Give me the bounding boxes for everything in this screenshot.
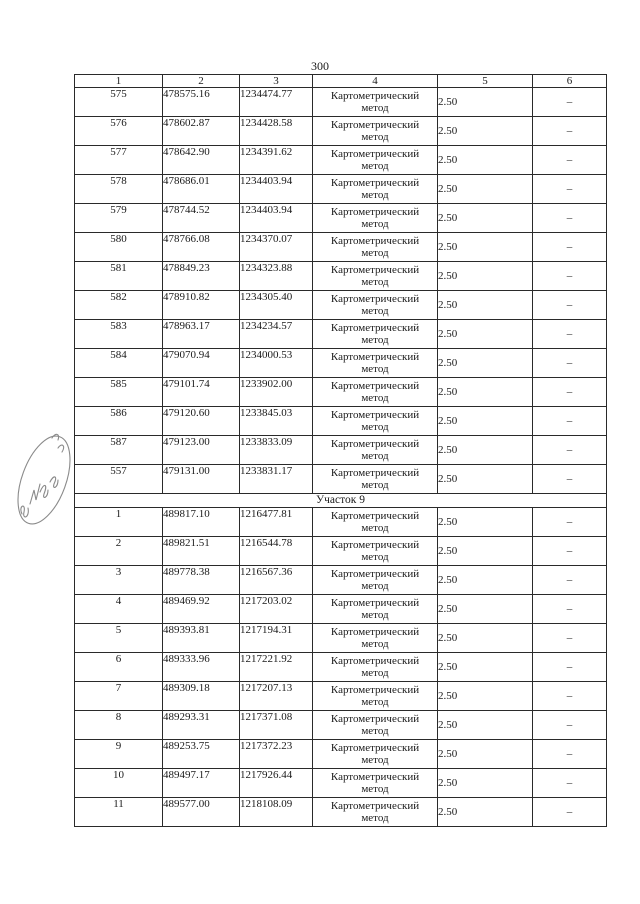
method-cell: [313, 740, 438, 769]
table-row: [75, 204, 607, 233]
method-line: Картометрический: [330, 655, 420, 667]
point-number: 4: [75, 595, 163, 624]
method-cell: [313, 624, 438, 653]
coordinate-y: 1234323.88: [240, 262, 313, 291]
coordinate-y: 1233845.03: [240, 407, 313, 436]
method-cell: [313, 566, 438, 595]
coordinate-x: 489497.17: [163, 769, 240, 798]
method-line: Картометрический: [330, 235, 420, 247]
coordinate-x: 478849.23: [163, 262, 240, 291]
section-title: Участок 9: [75, 494, 607, 508]
coordinate-y: 1218108.09: [240, 798, 313, 827]
coordinate-y: 1234370.07: [240, 233, 313, 262]
table-row: [75, 175, 607, 204]
method-line: Картометрический: [330, 568, 420, 580]
method-line: метод: [361, 131, 389, 143]
note-value: –: [533, 624, 607, 653]
point-number: 583: [75, 320, 163, 349]
coordinate-x: 478575.16: [163, 88, 240, 117]
method-line: метод: [361, 580, 389, 592]
table-row: [75, 262, 607, 291]
method-cell: [313, 682, 438, 711]
table-row: [75, 233, 607, 262]
point-number: 578: [75, 175, 163, 204]
method-line: Картометрический: [330, 119, 420, 131]
column-header: 1: [75, 75, 163, 88]
coordinate-y: 1234000.53: [240, 349, 313, 378]
coordinate-x: 479123.00: [163, 436, 240, 465]
table-row: [75, 595, 607, 624]
table-row: [75, 798, 607, 827]
coordinate-x: 489293.31: [163, 711, 240, 740]
note-value: –: [533, 407, 607, 436]
accuracy-value: 2.50: [438, 117, 533, 146]
method-line: Картометрический: [330, 380, 420, 392]
method-line: метод: [361, 276, 389, 288]
accuracy-value: 2.50: [438, 88, 533, 117]
table-row: [75, 320, 607, 349]
note-value: –: [533, 711, 607, 740]
coordinate-x: 489817.10: [163, 508, 240, 537]
coordinate-y: 1217372.23: [240, 740, 313, 769]
table-row: [75, 349, 607, 378]
table-row: [75, 769, 607, 798]
coordinate-x: 489469.92: [163, 595, 240, 624]
column-header: 2: [163, 75, 240, 88]
method-line: Картометрический: [330, 264, 420, 276]
point-number: 1: [75, 508, 163, 537]
point-number: 2: [75, 537, 163, 566]
column-header: 5: [438, 75, 533, 88]
note-value: –: [533, 798, 607, 827]
method-line: Картометрический: [330, 597, 420, 609]
method-cell: [313, 204, 438, 233]
method-cell: [313, 798, 438, 827]
accuracy-value: 2.50: [438, 146, 533, 175]
method-line: метод: [361, 160, 389, 172]
point-number: 580: [75, 233, 163, 262]
accuracy-value: 2.50: [438, 175, 533, 204]
coordinate-y: 1217371.08: [240, 711, 313, 740]
method-line: Картометрический: [330, 90, 420, 102]
point-number: 8: [75, 711, 163, 740]
coordinate-x: 478642.90: [163, 146, 240, 175]
method-line: метод: [361, 667, 389, 679]
note-value: –: [533, 436, 607, 465]
coordinate-y: 1234403.94: [240, 175, 313, 204]
method-line: метод: [361, 522, 389, 534]
coordinate-y: 1216544.78: [240, 537, 313, 566]
accuracy-value: 2.50: [438, 233, 533, 262]
table-row: [75, 407, 607, 436]
method-line: Картометрический: [330, 438, 420, 450]
table-row: [75, 624, 607, 653]
accuracy-value: 2.50: [438, 436, 533, 465]
method-line: Картометрический: [330, 800, 420, 812]
method-line: Картометрический: [330, 626, 420, 638]
note-value: –: [533, 262, 607, 291]
method-line: метод: [361, 450, 389, 462]
method-line: Картометрический: [330, 148, 420, 160]
accuracy-value: 2.50: [438, 262, 533, 291]
method-cell: [313, 262, 438, 291]
note-value: –: [533, 740, 607, 769]
coordinate-x: 489393.81: [163, 624, 240, 653]
coordinate-y: 1216567.36: [240, 566, 313, 595]
note-value: –: [533, 204, 607, 233]
table-row: [75, 465, 607, 494]
coordinate-x: 478602.87: [163, 117, 240, 146]
method-line: метод: [361, 638, 389, 650]
method-line: Картометрический: [330, 467, 420, 479]
method-line: метод: [361, 218, 389, 230]
method-line: Картометрический: [330, 206, 420, 218]
note-value: –: [533, 117, 607, 146]
coordinates-table: [74, 74, 607, 827]
method-cell: [313, 436, 438, 465]
coordinate-x: 479101.74: [163, 378, 240, 407]
method-cell: [313, 537, 438, 566]
coordinate-y: 1217926.44: [240, 769, 313, 798]
table-row: [75, 146, 607, 175]
method-line: метод: [361, 725, 389, 737]
note-value: –: [533, 682, 607, 711]
point-number: 584: [75, 349, 163, 378]
method-line: Картометрический: [330, 684, 420, 696]
method-cell: [313, 769, 438, 798]
method-line: метод: [361, 102, 389, 114]
accuracy-value: 2.50: [438, 682, 533, 711]
note-value: –: [533, 291, 607, 320]
coordinate-x: 478744.52: [163, 204, 240, 233]
page-number: 300: [311, 59, 329, 73]
coordinate-x: 479131.00: [163, 465, 240, 494]
coordinate-y: 1234234.57: [240, 320, 313, 349]
method-line: метод: [361, 247, 389, 259]
table-row: [75, 88, 607, 117]
table-row: [75, 117, 607, 146]
table-row: [75, 653, 607, 682]
accuracy-value: 2.50: [438, 711, 533, 740]
coordinate-y: 1233831.17: [240, 465, 313, 494]
note-value: –: [533, 508, 607, 537]
coordinate-x: 489333.96: [163, 653, 240, 682]
accuracy-value: 2.50: [438, 653, 533, 682]
method-line: метод: [361, 305, 389, 317]
coordinate-y: 1216477.81: [240, 508, 313, 537]
method-cell: [313, 349, 438, 378]
note-value: –: [533, 88, 607, 117]
table-row: [75, 711, 607, 740]
accuracy-value: 2.50: [438, 378, 533, 407]
coordinate-x: 478686.01: [163, 175, 240, 204]
method-line: Картометрический: [330, 510, 420, 522]
method-cell: [313, 88, 438, 117]
method-cell: [313, 117, 438, 146]
coordinate-x: 489778.38: [163, 566, 240, 595]
method-line: Картометрический: [330, 293, 420, 305]
point-number: 581: [75, 262, 163, 291]
coordinate-y: 1217203.02: [240, 595, 313, 624]
point-number: 587: [75, 436, 163, 465]
coordinate-y: 1234428.58: [240, 117, 313, 146]
method-line: метод: [361, 421, 389, 433]
method-line: Картометрический: [330, 742, 420, 754]
note-value: –: [533, 653, 607, 682]
method-cell: [313, 711, 438, 740]
coordinate-y: 1217221.92: [240, 653, 313, 682]
coordinate-x: 479120.60: [163, 407, 240, 436]
method-cell: [313, 320, 438, 349]
coordinate-x: 479070.94: [163, 349, 240, 378]
table-row: [75, 682, 607, 711]
method-line: метод: [361, 189, 389, 201]
method-cell: [313, 465, 438, 494]
accuracy-value: 2.50: [438, 624, 533, 653]
method-line: метод: [361, 551, 389, 563]
coordinate-x: 489309.18: [163, 682, 240, 711]
accuracy-value: 2.50: [438, 537, 533, 566]
point-number: 3: [75, 566, 163, 595]
method-cell: [313, 175, 438, 204]
column-header: 6: [533, 75, 607, 88]
coordinate-y: 1217207.13: [240, 682, 313, 711]
note-value: –: [533, 320, 607, 349]
accuracy-value: 2.50: [438, 595, 533, 624]
section-row: [75, 494, 607, 508]
note-value: –: [533, 146, 607, 175]
note-value: –: [533, 595, 607, 624]
method-cell: [313, 595, 438, 624]
accuracy-value: 2.50: [438, 798, 533, 827]
point-number: 7: [75, 682, 163, 711]
accuracy-value: 2.50: [438, 508, 533, 537]
method-line: метод: [361, 754, 389, 766]
point-number: 575: [75, 88, 163, 117]
coordinate-x: 489577.00: [163, 798, 240, 827]
coordinate-y: 1233902.00: [240, 378, 313, 407]
table-row: [75, 740, 607, 769]
coordinate-x: 478766.08: [163, 233, 240, 262]
coordinate-x: 489821.51: [163, 537, 240, 566]
table-row: [75, 378, 607, 407]
coordinate-x: 489253.75: [163, 740, 240, 769]
column-header: 3: [240, 75, 313, 88]
coordinate-y: 1234391.62: [240, 146, 313, 175]
accuracy-value: 2.50: [438, 349, 533, 378]
table-row: [75, 566, 607, 595]
point-number: 585: [75, 378, 163, 407]
handwritten-signature-mark: [0, 418, 76, 538]
method-line: метод: [361, 812, 389, 824]
note-value: –: [533, 566, 607, 595]
point-number: 586: [75, 407, 163, 436]
method-line: метод: [361, 334, 389, 346]
coordinate-y: 1234474.77: [240, 88, 313, 117]
column-header-row: [75, 75, 607, 88]
method-line: метод: [361, 609, 389, 621]
point-number: 9: [75, 740, 163, 769]
note-value: –: [533, 175, 607, 204]
note-value: –: [533, 349, 607, 378]
accuracy-value: 2.50: [438, 407, 533, 436]
accuracy-value: 2.50: [438, 566, 533, 595]
coordinate-y: 1234403.94: [240, 204, 313, 233]
note-value: –: [533, 233, 607, 262]
method-line: Картометрический: [330, 713, 420, 725]
coordinate-x: 478963.17: [163, 320, 240, 349]
point-number: 557: [75, 465, 163, 494]
accuracy-value: 2.50: [438, 204, 533, 233]
point-number: 577: [75, 146, 163, 175]
method-cell: [313, 508, 438, 537]
coordinate-y: 1234305.40: [240, 291, 313, 320]
method-cell: [313, 653, 438, 682]
note-value: –: [533, 378, 607, 407]
method-cell: [313, 291, 438, 320]
note-value: –: [533, 769, 607, 798]
point-number: 576: [75, 117, 163, 146]
method-line: метод: [361, 783, 389, 795]
coordinate-y: 1233833.09: [240, 436, 313, 465]
method-line: Картометрический: [330, 539, 420, 551]
method-cell: [313, 146, 438, 175]
point-number: 10: [75, 769, 163, 798]
accuracy-value: 2.50: [438, 769, 533, 798]
point-number: 5: [75, 624, 163, 653]
method-cell: [313, 233, 438, 262]
method-line: Картометрический: [330, 177, 420, 189]
point-number: 11: [75, 798, 163, 827]
method-line: метод: [361, 392, 389, 404]
table-row: [75, 436, 607, 465]
coordinate-x: 478910.82: [163, 291, 240, 320]
table-row: [75, 508, 607, 537]
table-row: [75, 291, 607, 320]
method-line: Картометрический: [330, 409, 420, 421]
column-header: 4: [313, 75, 438, 88]
accuracy-value: 2.50: [438, 291, 533, 320]
note-value: –: [533, 537, 607, 566]
coordinate-y: 1217194.31: [240, 624, 313, 653]
method-line: метод: [361, 363, 389, 375]
table-row: [75, 537, 607, 566]
method-cell: [313, 407, 438, 436]
method-line: Картометрический: [330, 771, 420, 783]
point-number: 6: [75, 653, 163, 682]
method-line: Картометрический: [330, 322, 420, 334]
method-line: метод: [361, 696, 389, 708]
note-value: –: [533, 465, 607, 494]
point-number: 582: [75, 291, 163, 320]
method-line: метод: [361, 479, 389, 491]
method-line: Картометрический: [330, 351, 420, 363]
point-number: 579: [75, 204, 163, 233]
accuracy-value: 2.50: [438, 320, 533, 349]
accuracy-value: 2.50: [438, 740, 533, 769]
accuracy-value: 2.50: [438, 465, 533, 494]
method-cell: [313, 378, 438, 407]
